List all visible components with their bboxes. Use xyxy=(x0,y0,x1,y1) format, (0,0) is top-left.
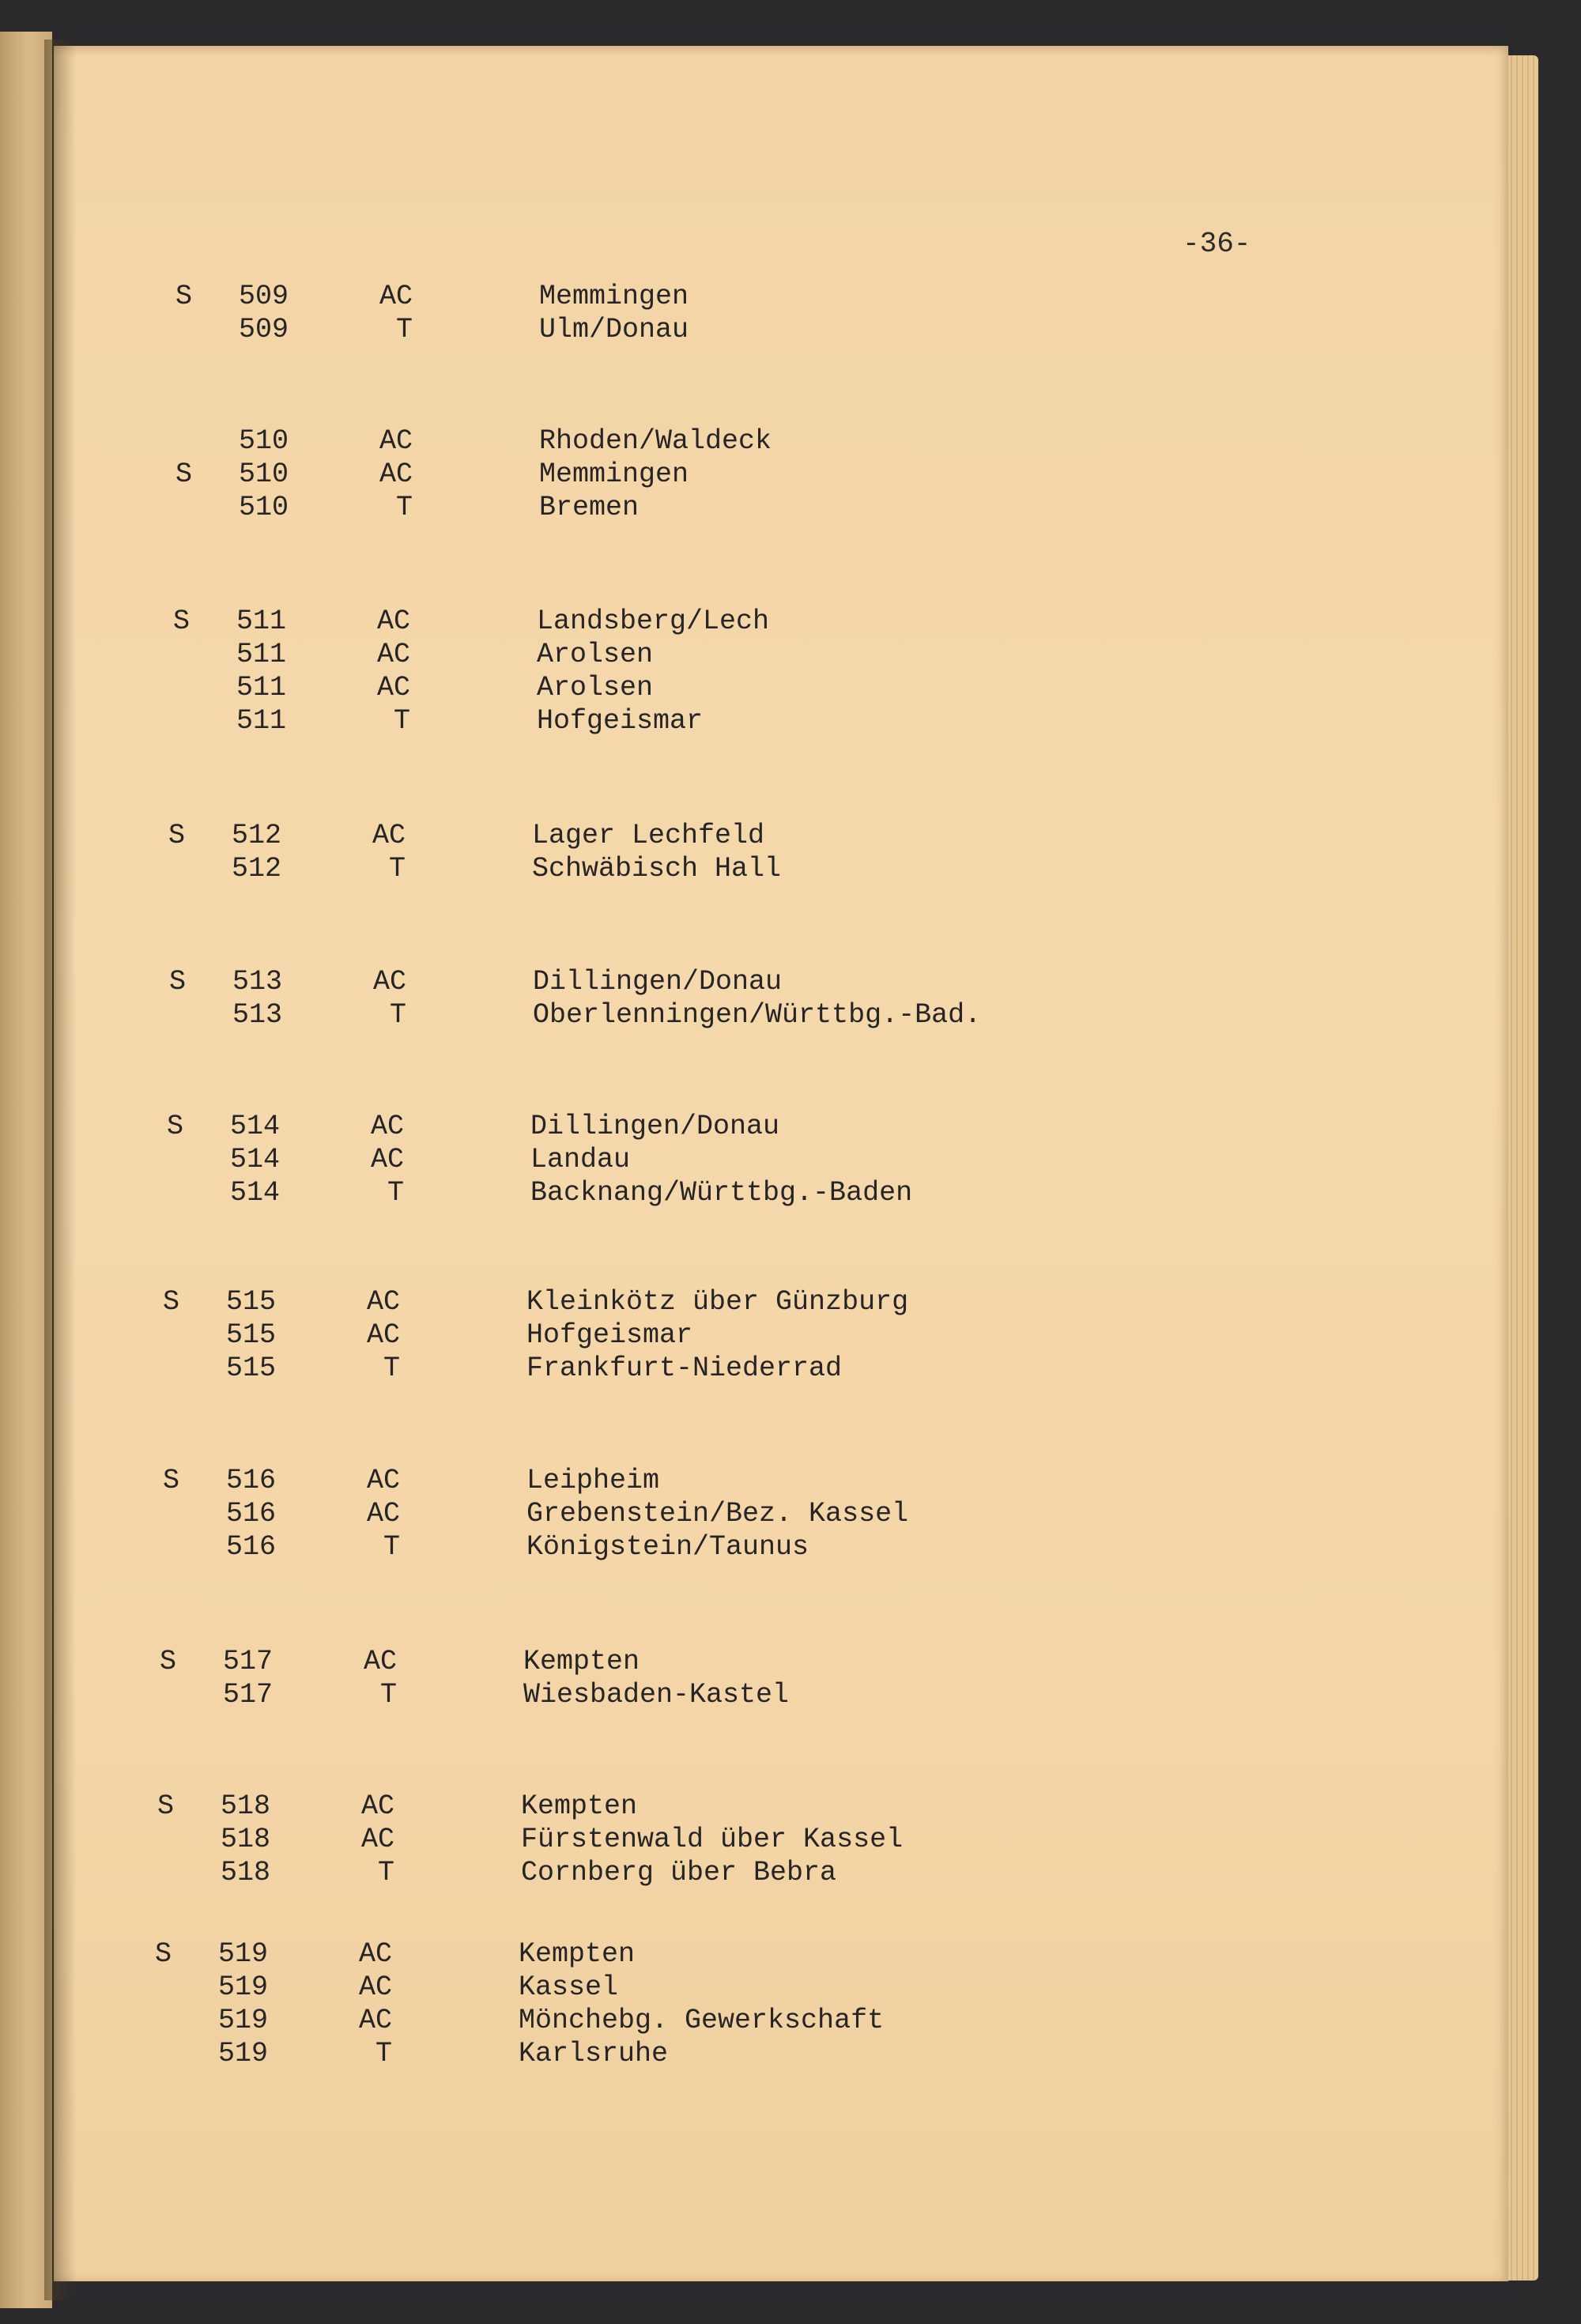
list-row xyxy=(167,1177,1115,1209)
list-row xyxy=(163,1319,1111,1351)
list-row xyxy=(168,853,1117,885)
entry-number: 511 xyxy=(236,705,287,737)
binding-shadow xyxy=(44,40,76,2300)
place-name: Memmingen xyxy=(539,458,689,490)
place-name: Bremen xyxy=(539,492,640,523)
series-mark: S xyxy=(160,1646,177,1677)
list-row xyxy=(157,1824,1106,1855)
place-name: Frankfurt-Niederrad xyxy=(526,1353,843,1384)
place-name: Wiesbaden-Kastel xyxy=(523,1679,790,1711)
list-row xyxy=(173,606,1122,637)
entry-number: 509 xyxy=(239,314,289,345)
entry-number: 511 xyxy=(236,606,287,637)
place-name: Arolsen xyxy=(537,639,654,670)
entry-number: 515 xyxy=(226,1319,277,1351)
page-number: -36- xyxy=(1183,228,1251,260)
list-row xyxy=(163,1498,1111,1530)
list-row xyxy=(175,425,1124,457)
entry-number: 519 xyxy=(218,1938,269,1970)
type-code: AC xyxy=(366,1319,400,1351)
entry-number: 518 xyxy=(221,1790,271,1822)
type-code: T xyxy=(383,1353,400,1384)
type-code: T xyxy=(379,1679,397,1711)
entry-number: 514 xyxy=(230,1111,281,1142)
type-code: AC xyxy=(358,2005,392,2036)
place-name: Leipheim xyxy=(526,1465,660,1496)
type-code: AC xyxy=(360,1790,394,1822)
entry-number: 513 xyxy=(232,966,283,998)
place-name: Hofgeismar xyxy=(537,705,704,737)
list-row xyxy=(155,1971,1104,2003)
entry-number: 519 xyxy=(218,2005,269,2036)
type-code: AC xyxy=(372,966,406,998)
entry-number: 516 xyxy=(226,1498,277,1530)
series-mark: S xyxy=(168,820,186,851)
entry-number: 514 xyxy=(230,1177,281,1209)
place-name: Mönchebg. Gewerkschaft xyxy=(519,2005,885,2036)
list-row xyxy=(163,1286,1111,1318)
entry-number: 516 xyxy=(226,1465,277,1496)
entry-number: 512 xyxy=(232,820,282,851)
list-row xyxy=(167,1144,1115,1175)
list-row xyxy=(167,1111,1115,1142)
type-code: T xyxy=(388,853,406,885)
place-name: Kempten xyxy=(519,1938,636,1970)
type-code: T xyxy=(387,1177,404,1209)
type-code: AC xyxy=(376,606,410,637)
place-name: Kempten xyxy=(521,1790,638,1822)
entry-number: 510 xyxy=(239,492,289,523)
list-row xyxy=(175,492,1124,523)
list-row xyxy=(155,2005,1104,2036)
list-row xyxy=(160,1679,1108,1711)
type-code: T xyxy=(395,492,413,523)
place-name: Kempten xyxy=(523,1646,640,1677)
entry-number: 510 xyxy=(239,458,289,490)
place-name: Karlsruhe xyxy=(519,2038,669,2069)
type-code: T xyxy=(383,1531,400,1563)
type-code: AC xyxy=(372,820,406,851)
place-name: Oberlenningen/Württbg.-Bad. xyxy=(533,999,982,1031)
list-row xyxy=(155,1938,1104,1970)
list-row xyxy=(155,2038,1104,2069)
series-mark: S xyxy=(157,1790,175,1822)
list-row xyxy=(157,1790,1106,1822)
entry-number: 519 xyxy=(218,1971,269,2003)
type-code: AC xyxy=(379,425,413,457)
type-code: AC xyxy=(363,1646,397,1677)
list-row xyxy=(168,820,1117,851)
type-code: AC xyxy=(358,1938,392,1970)
type-code: AC xyxy=(379,458,413,490)
type-code: AC xyxy=(358,1971,392,2003)
place-name: Backnang/Württbg.-Baden xyxy=(530,1177,913,1209)
entry-number: 515 xyxy=(226,1286,277,1318)
list-row xyxy=(163,1465,1111,1496)
entry-number: 516 xyxy=(226,1531,277,1563)
type-code: AC xyxy=(366,1286,400,1318)
list-row xyxy=(163,1531,1111,1563)
type-code: AC xyxy=(366,1465,400,1496)
place-name: Landsberg/Lech xyxy=(537,606,770,637)
series-mark: S xyxy=(175,458,193,490)
place-name: Lager Lechfeld xyxy=(532,820,765,851)
place-name: Cornberg über Bebra xyxy=(521,1857,837,1888)
entry-number: 510 xyxy=(239,425,289,457)
list-row xyxy=(169,966,1118,998)
list-row xyxy=(173,639,1122,670)
type-code: AC xyxy=(366,1498,400,1530)
list-row xyxy=(163,1353,1111,1384)
place-name: Schwäbisch Hall xyxy=(532,853,782,885)
series-mark: S xyxy=(163,1465,180,1496)
series-mark: S xyxy=(169,966,187,998)
entry-number: 513 xyxy=(232,999,283,1031)
type-code: T xyxy=(389,999,406,1031)
type-code: T xyxy=(375,2038,392,2069)
list-row xyxy=(169,999,1118,1031)
type-code: T xyxy=(395,314,413,345)
place-name: Kleinkötz über Günzburg xyxy=(526,1286,909,1318)
series-mark: S xyxy=(163,1286,180,1318)
list-row xyxy=(175,314,1124,345)
entry-number: 511 xyxy=(236,639,287,670)
place-name: Landau xyxy=(530,1144,631,1175)
entry-number: 511 xyxy=(236,672,287,704)
list-row xyxy=(173,705,1122,737)
entry-number: 514 xyxy=(230,1144,281,1175)
place-name: Dillingen/Donau xyxy=(530,1111,780,1142)
type-code: AC xyxy=(370,1111,404,1142)
list-row xyxy=(173,672,1122,704)
entry-number: 512 xyxy=(232,853,282,885)
place-name: Dillingen/Donau xyxy=(533,966,783,998)
type-code: AC xyxy=(370,1144,404,1175)
entry-number: 519 xyxy=(218,2038,269,2069)
place-name: Memmingen xyxy=(539,281,689,312)
series-mark: S xyxy=(173,606,191,637)
entry-number: 509 xyxy=(239,281,289,312)
entry-number: 518 xyxy=(221,1824,271,1855)
place-name: Grebenstein/Bez. Kassel xyxy=(526,1498,909,1530)
list-row xyxy=(160,1646,1108,1677)
type-code: AC xyxy=(376,672,410,704)
entry-number: 517 xyxy=(223,1679,274,1711)
place-name: Kassel xyxy=(519,1971,619,2003)
series-mark: S xyxy=(167,1111,184,1142)
entry-number: 515 xyxy=(226,1353,277,1384)
place-name: Hofgeismar xyxy=(526,1319,693,1351)
entry-number: 517 xyxy=(223,1646,274,1677)
type-code: AC xyxy=(376,639,410,670)
series-mark: S xyxy=(155,1938,172,1970)
place-name: Ulm/Donau xyxy=(539,314,689,345)
place-name: Rhoden/Waldeck xyxy=(539,425,772,457)
type-code: AC xyxy=(379,281,413,312)
place-name: Fürstenwald über Kassel xyxy=(521,1824,904,1855)
list-row xyxy=(175,281,1124,312)
list-row xyxy=(175,458,1124,490)
type-code: T xyxy=(393,705,410,737)
entry-number: 518 xyxy=(221,1857,271,1888)
type-code: AC xyxy=(360,1824,394,1855)
series-mark: S xyxy=(175,281,193,312)
list-row xyxy=(157,1857,1106,1888)
place-name: Königstein/Taunus xyxy=(526,1531,809,1563)
place-name: Arolsen xyxy=(537,672,654,704)
type-code: T xyxy=(377,1857,394,1888)
